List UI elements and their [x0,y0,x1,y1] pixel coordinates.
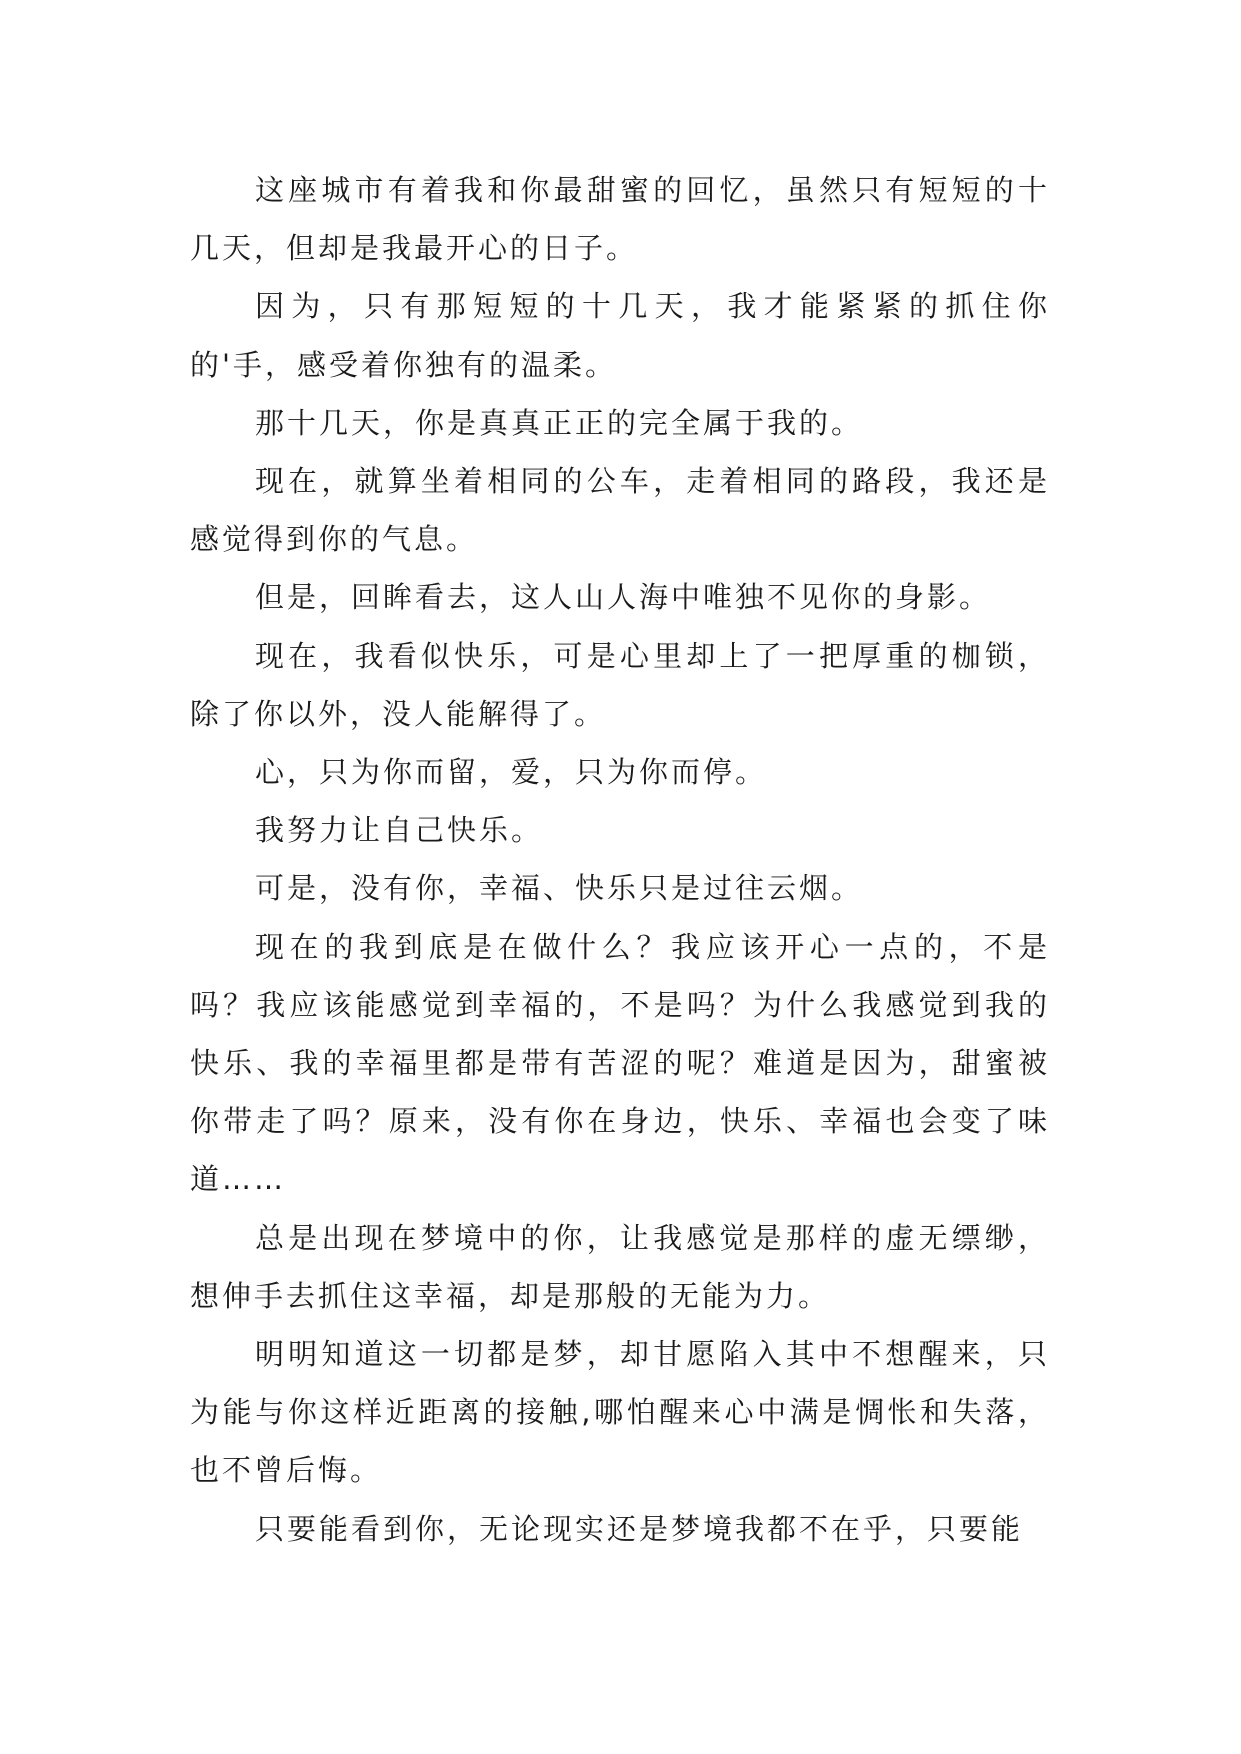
paragraph-12: 明明知道这一切都是梦，却甘愿陷入其中不想醒来，只为能与你这样近距离的接触,哪怕醒来心中满是惆怅和失落，也不曾后悔。 [190,1337,1050,1488]
paragraph-6: 现在，我看似快乐，可是心里却上了一把厚重的枷锁，除了你以外，没人能解得了。 [190,638,1050,731]
paragraph-3: 那十几天，你是真真正正的完全属于我的。 [255,405,864,440]
paragraph-7: 心，只为你而留，爱，只为你而停。 [255,755,768,790]
paragraph-5: 但是，回眸看去，这人山人海中唯独不见你的身影。 [255,580,992,615]
paragraph-11: 总是出现在梦境中的你，让我感觉是那样的虚无缥缈，想伸手去抓住这幸福，却是那般的无能为力。 [190,1220,1050,1313]
paragraph-9: 可是，没有你，幸福、快乐只是过往云烟。 [255,871,864,906]
paragraph-8: 我努力让自己快乐。 [255,813,544,848]
paragraph-1: 这座城市有着我和你最甜蜜的回忆，虽然只有短短的十几天，但却是我最开心的日子。 [190,173,1050,266]
paragraph-10: 现在的我到底是在做什么？我应该开心一点的，不是吗？我应该能感觉到幸福的，不是吗？为什么我感觉到我的快乐、我的幸福里都是带有苦涩的呢？难道是因为，甜蜜被你带走了吗？原来，没有你在身边，快乐、幸福也会变了味道…… [190,929,1050,1197]
paragraph-4: 现在，就算坐着相同的公车，走着相同的路段，我还是感觉得到你的气息。 [190,464,1050,557]
paragraph-13: 只要能看到你，无论现实还是梦境我都不在乎，只要能 [255,1511,1024,1546]
document-body [190,161,1050,1558]
paragraph-2: 因为，只有那短短的十几天，我才能紧紧的抓住你的'手，感受着你独有的温柔。 [190,289,1050,382]
